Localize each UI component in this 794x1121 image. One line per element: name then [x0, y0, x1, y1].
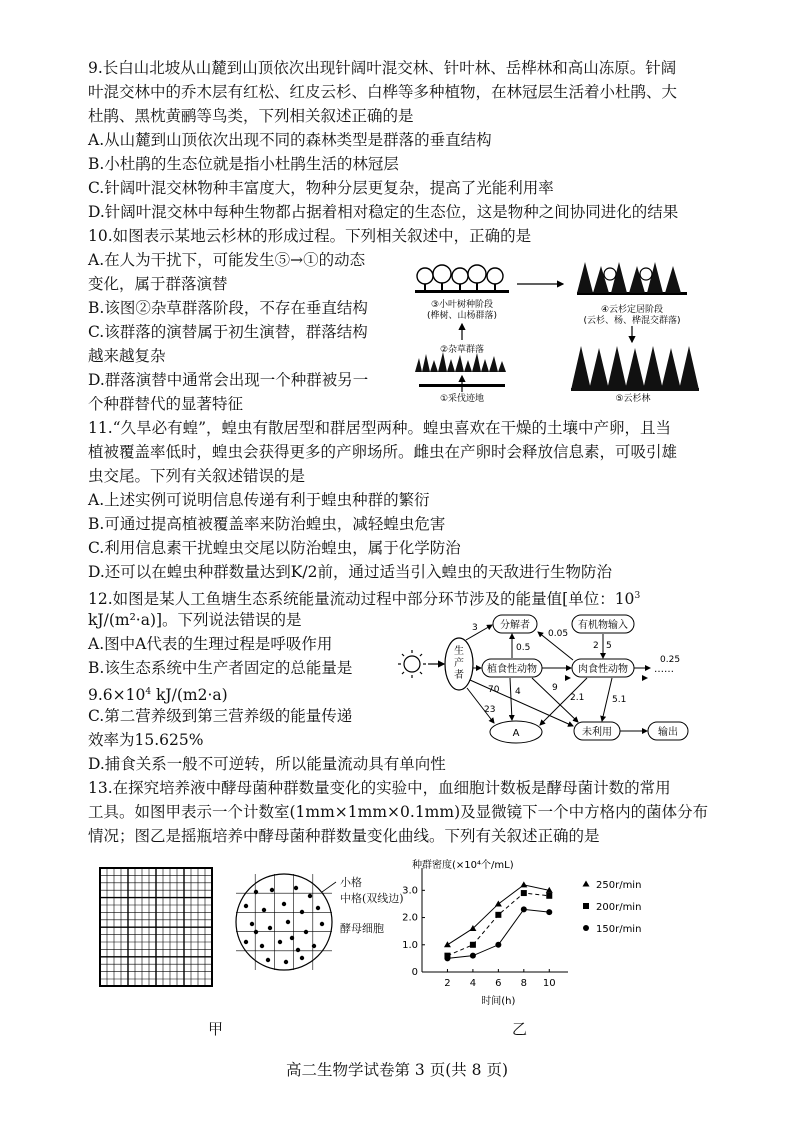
stage4-trees-icon	[577, 262, 687, 295]
q12-option-b: B.该生态系统中生产者固定的总能量是	[88, 659, 353, 677]
q9-stem-line2: 叶混交林中的乔木层有红松、红皮云杉、白桦等多种植物，在林冠层生活着小杜鹃、大	[88, 83, 678, 101]
value-0-25: 0.25	[660, 655, 681, 665]
value-23: 23	[484, 705, 496, 715]
yeast-cell-label: 酵母细胞	[340, 922, 384, 935]
q12-option-d: D.捕食关系一般不可逆转，所以能量流动具有单向性	[88, 755, 446, 773]
q10-option-c-line1: C.该群落的演替属于初生演替，群落结构	[88, 323, 368, 341]
q11-stem-line2: 植被覆盖率低时，蝗虫会获得更多的产卵场所。雌虫在产卵时会释放信息素，可吸引雄	[88, 443, 678, 461]
unused-label: 未利用	[582, 727, 612, 738]
x-tick-label: 4	[469, 978, 477, 989]
node-a-label: A	[512, 728, 520, 739]
q12-stem-line1: 12.如图是某人工鱼塘生态系统能量流动过程中部分环节涉及的能量值[单位：$10^3$	[88, 590, 641, 609]
energy-flow-figure	[392, 608, 722, 748]
q12-stem-line2: kJ/(m²·a)]。下列说法错误的是	[88, 611, 302, 629]
yeast-cell-icon	[296, 948, 300, 952]
data-point-0-2	[495, 900, 502, 906]
page-footer: 高二生物学试卷第 3 页(共 8 页)	[285, 1061, 509, 1079]
value-3: 3	[472, 623, 478, 633]
counting-chamber-grid-icon	[100, 868, 212, 986]
yeast-cell-icon	[284, 960, 288, 964]
organic-input-label: 有机物输入	[578, 620, 628, 631]
data-point-1-2	[495, 912, 501, 918]
stage2-weeds-icon	[415, 352, 506, 372]
value-5: 5	[606, 641, 612, 651]
y-tick-label: 3.0	[402, 885, 418, 897]
q11-option-d: D.还可以在蝗虫种群数量达到K/2前，通过适当引入蝗虫的天敌进行生物防治	[88, 563, 612, 581]
q12-option-a: A.图中A代表的生理过程是呼吸作用	[88, 635, 333, 653]
yeast-cell-icon	[244, 940, 248, 944]
q13-stem-line1: 13.在探究培养液中酵母菌种群数量变化的实验中，血细胞计数板是酵母菌计数的常用	[88, 779, 671, 797]
data-point-2-3	[521, 906, 527, 912]
x-axis-label: 时间(h)	[481, 996, 516, 1006]
q10-option-d-line1: D.群落演替中通常会出现一个种群被另一	[88, 371, 369, 389]
yeast-cell-icon	[244, 904, 248, 908]
yeast-growth-chart	[392, 856, 692, 1006]
yeast-cell-icon	[278, 940, 282, 944]
carnivore-continue: ……	[654, 664, 674, 675]
yeast-cell-icon	[266, 958, 270, 962]
x-tick-label: 10	[542, 978, 556, 989]
q9-option-c: C.针阔叶混交林物种丰富度大，物种分层更复杂，提高了光能利用率	[88, 179, 554, 197]
y-tick-label: 1.0	[402, 939, 418, 951]
q13-stem-line3: 情况；图乙是摇瓶培养中酵母菌种群数量变化曲线。下列有关叙述正确的是	[88, 827, 600, 845]
arrow-producer-decomposer	[466, 625, 492, 640]
counting-chamber-figure	[96, 862, 346, 992]
legend-label-0: 250r/min	[596, 880, 642, 891]
producer-label-2: 产	[454, 658, 464, 669]
stage3-sublabel: (桦树、山杨群落)	[426, 311, 498, 321]
yeast-cell-icon	[260, 944, 264, 948]
q9-option-d: D.针阔叶混交林中每种生物都占据着相对稳定的生态位，这是物种之间协同进化的结果	[88, 203, 679, 221]
value-2: 2	[593, 641, 599, 651]
value-0-5: 0.5	[516, 643, 531, 653]
data-point-2-4	[546, 909, 552, 915]
yeast-cell-icon	[268, 926, 272, 930]
q10-option-a-line1: A.在人为干扰下，可能发生⑤→①的动态	[88, 251, 366, 269]
legend-label-1: 200r/min	[596, 902, 642, 913]
yeast-cell-icon	[286, 920, 290, 924]
data-point-1-1	[470, 942, 476, 948]
yeast-cell-icon	[304, 930, 308, 934]
value-70: 70	[488, 685, 500, 695]
q9-stem-line1: 9.长白山北坡从山麓到山顶依次出现针阔叶混交林、针叶林、岳桦林和高山冻原。针阔	[88, 59, 677, 77]
yeast-cell-icon	[300, 910, 304, 914]
stage1-ground-icon	[419, 384, 505, 387]
x-tick-label: 6	[495, 978, 502, 989]
mid-square-icon	[236, 874, 332, 970]
stage5-forest-icon	[571, 346, 699, 391]
value-9: 9	[552, 683, 558, 693]
legend-marker-1	[583, 903, 589, 909]
value-4: 4	[515, 687, 521, 697]
q9-option-b: B.小杜鹃的生态位就是指小杜鹃生活的林冠层	[88, 155, 399, 173]
succession-figure	[405, 262, 705, 408]
stage5-label: ⑤云杉林	[615, 394, 651, 404]
data-point-2-2	[495, 942, 501, 948]
legend-marker-0	[583, 881, 590, 887]
sun-icon	[398, 650, 426, 678]
y-tick-label: 0	[411, 967, 418, 978]
legend-marker-2	[583, 925, 589, 931]
yeast-cell-icon	[250, 922, 254, 926]
yeast-cell-icon	[262, 908, 266, 912]
yeast-cell-icon	[316, 906, 320, 910]
q9-option-a: A.从山麓到山顶依次出现不同的森林类型是群落的垂直结构	[88, 131, 492, 149]
q11-stem-line1: 11.“久旱必有蝗”，蝗虫有散居型和群居型两种。蝗虫喜欢在干燥的土壤中产卵，且当	[88, 419, 672, 437]
stage4-sublabel: (云杉、杨、桦混交群落)	[583, 316, 681, 326]
data-point-2-0	[444, 955, 450, 961]
arrow-carnivore-unused	[602, 678, 612, 721]
yeast-cell-icon	[270, 888, 274, 892]
yeast-cell-icon	[320, 922, 324, 926]
herbivore-label: 植食性动物	[487, 664, 537, 675]
q10-option-a-line2: 变化，属于群落演替	[88, 275, 228, 293]
data-point-1-3	[521, 890, 527, 896]
data-point-2-1	[470, 953, 476, 959]
yeast-cell-icon	[300, 956, 304, 960]
q12-option-c-line2: 效率为15.625%	[88, 731, 204, 749]
q12-option-b-line2: $9.6\times 10^4$ kJ/(m2·a)	[88, 686, 228, 705]
yeast-cell-icon	[294, 886, 298, 890]
value-2-1: 2.1	[570, 693, 585, 703]
small-square-label: 小格	[340, 876, 362, 889]
carnivore-label: 肉食性动物	[578, 664, 628, 675]
stage2-label: ②杂草群落	[439, 345, 485, 355]
y-tick-label: 2.0	[402, 912, 418, 924]
q11-option-a: A.上述实例可说明信息传递有利于蝗虫种群的繁衍	[88, 491, 430, 509]
yeast-cell-icon	[282, 902, 286, 906]
yeast-cell-icon	[308, 894, 312, 898]
figure-yi-caption: 乙	[512, 1020, 528, 1038]
stage3-label: ③小叶树种阶段	[430, 300, 494, 310]
q11-stem-line3: 虫交尾。下列有关叙述错误的是	[88, 467, 306, 485]
producer-label-1: 生	[454, 646, 464, 657]
yeast-cell-icon	[254, 930, 258, 934]
q12-option-c-line1: C.第二营养级到第三营养级的能量传递	[88, 707, 353, 725]
y-axis-label: 种群密度(×10⁴个/mL)	[412, 860, 514, 871]
x-tick-label: 8	[520, 978, 528, 989]
q10-option-d-line2: 个种群替代的显著特征	[88, 395, 244, 413]
q11-option-c: C.利用信息素干扰蝗虫交尾以防治蝗虫，属于化学防治	[88, 539, 461, 557]
value-5-1: 5.1	[612, 695, 627, 705]
q11-option-b: B.可通过提高植被覆盖率来防治蝗虫，减轻蝗虫危害	[88, 515, 446, 533]
q10-option-b: B.该图②杂草群落阶段，不存在垂直结构	[88, 299, 368, 317]
output-label: 输出	[658, 727, 678, 738]
q9-stem-line3: 杜鹃、黑枕黄鹂等鸟类，下列相关叙述正确的是	[88, 107, 414, 125]
data-point-0-0	[444, 941, 451, 947]
mid-square-label: 中格(双线边)	[340, 892, 404, 905]
stage4-label: ④云杉定居阶段	[600, 305, 664, 315]
decomposer-label: 分解者	[500, 620, 530, 631]
q10-stem: 10.如图表示某地云杉林的形成过程。下列相关叙述中，正确的是	[88, 227, 532, 245]
stage3-trees-icon	[415, 265, 509, 293]
data-point-0-3	[520, 881, 527, 887]
producer-label-3: 者	[454, 670, 464, 681]
yeast-cell-icon	[254, 890, 258, 894]
stage1-label: ①采伐迹地	[439, 394, 485, 404]
value-0-05: 0.05	[548, 629, 569, 639]
q13-stem-line2: 工具。如图甲表示一个计数室(1mm×1mm×0.1mm)及显微镜下一个中方格内的菌体分布	[88, 803, 709, 821]
figure-jia-caption: 甲	[208, 1020, 224, 1038]
yeast-cell-icon	[312, 944, 316, 948]
data-point-1-4	[546, 893, 552, 899]
legend-label-2: 150r/min	[596, 924, 642, 935]
q10-option-c-line2: 越来越复杂	[88, 347, 166, 365]
x-tick-label: 2	[444, 978, 451, 989]
